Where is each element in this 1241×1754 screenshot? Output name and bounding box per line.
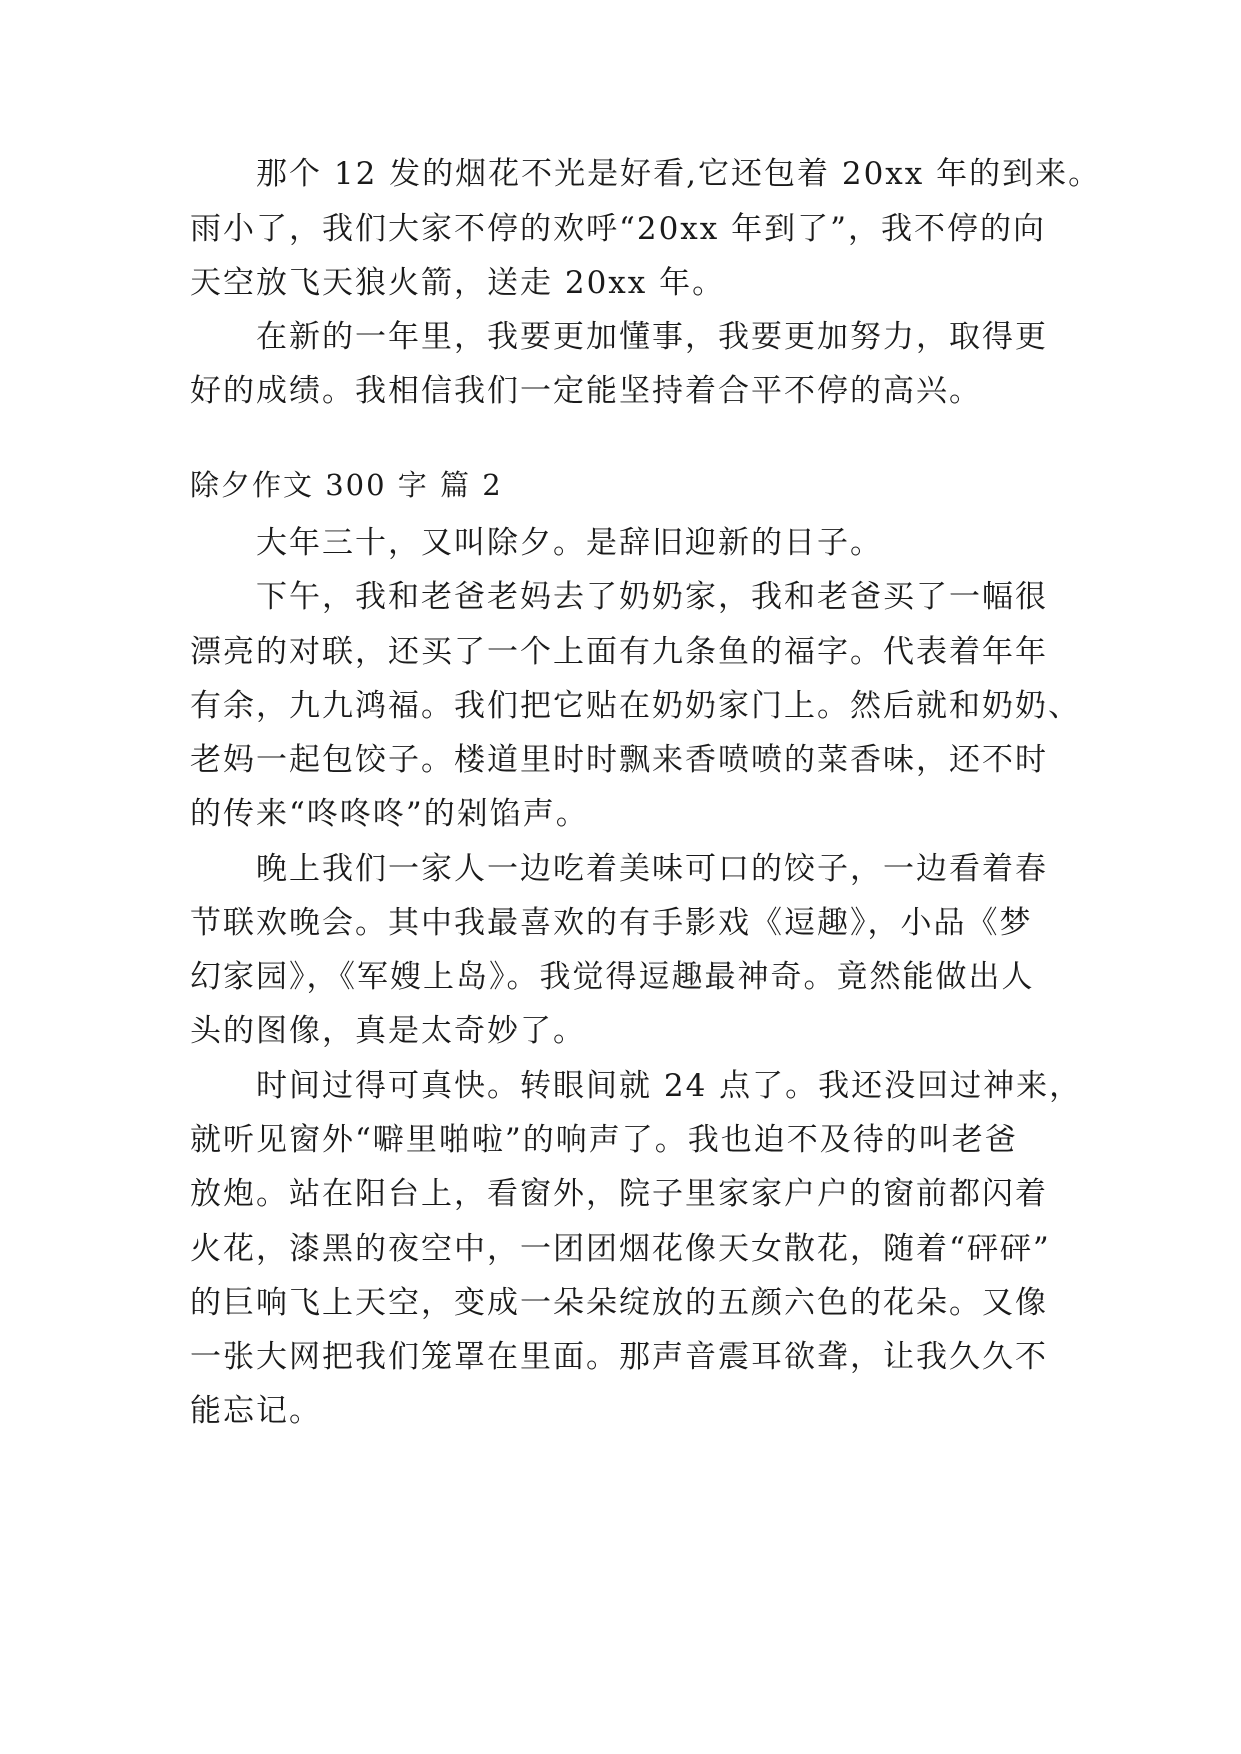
paragraph-6-line-2: 就听见窗外“噼里啪啦”的响声了。我也迫不及待的叫老爸	[190, 1122, 1018, 1158]
paragraph-5-line-4: 头的图像，真是太奇妙了。	[190, 1013, 586, 1049]
paragraph-1-line-1: 那个 12 发的烟花不光是好看,它还包着 20xx 年的到来。	[256, 156, 1102, 192]
paragraph-4-line-1: 下午，我和老爸老妈去了奶奶家，我和老爸买了一幅很	[256, 579, 1048, 615]
paragraph-4-line-3: 有余，九九鸿福。我们把它贴在奶奶家门上。然后就和奶奶、	[190, 688, 1081, 724]
paragraph-5-line-1: 晚上我们一家人一边吃着美味可口的饺子，一边看着春	[256, 851, 1048, 887]
paragraph-2-line-1: 在新的一年里，我要更加懂事，我要更加努力，取得更	[256, 319, 1048, 355]
paragraph-5-line-2: 节联欢晚会。其中我最喜欢的有手影戏《逗趣》，小品《梦	[190, 905, 1033, 941]
paragraph-4-line-5: 的传来“咚咚咚”的剁馅声。	[190, 796, 589, 832]
paragraph-6-line-3: 放炮。站在阳台上，看窗外，院子里家家户户的窗前都闪着	[190, 1176, 1048, 1212]
paragraph-6-line-7: 能忘记。	[190, 1393, 322, 1429]
paragraph-6-line-5: 的巨响飞上天空，变成一朵朵绽放的五颜六色的花朵。又像	[190, 1285, 1048, 1321]
paragraph-6-line-4: 火花，漆黑的夜空中，一团团烟花像天女散花，随着“砰砰”	[190, 1231, 1051, 1267]
section-title: 除夕作文 300 字 篇 2	[190, 468, 503, 502]
paragraph-3-line-1: 大年三十，又叫除夕。是辞旧迎新的日子。	[256, 525, 883, 561]
paragraph-2-line-2: 好的成绩。我相信我们一定能坚持着合平不停的高兴。	[190, 373, 982, 409]
paragraph-1-line-3: 天空放飞天狼火箭，送走 20xx 年。	[190, 265, 726, 301]
paragraph-4-line-2: 漂亮的对联，还买了一个上面有九条鱼的福字。代表着年年	[190, 634, 1048, 670]
paragraph-1-line-2: 雨小了，我们大家不停的欢呼“20xx 年到了”，我不停的向	[190, 211, 1046, 247]
paragraph-5-line-3: 幻家园》，《军嫂上岛》。我觉得逗趣最神奇。竟然能做出人	[190, 959, 1035, 995]
paragraph-6-line-6: 一张大网把我们笼罩在里面。那声音震耳欲聋，让我久久不	[190, 1339, 1048, 1375]
paragraph-6-line-1: 时间过得可真快。转眼间就 24 点了。我还没回过神来，	[256, 1068, 1083, 1104]
paragraph-4-line-4: 老妈一起包饺子。楼道里时时飘来香喷喷的菜香味，还不时	[190, 742, 1048, 778]
